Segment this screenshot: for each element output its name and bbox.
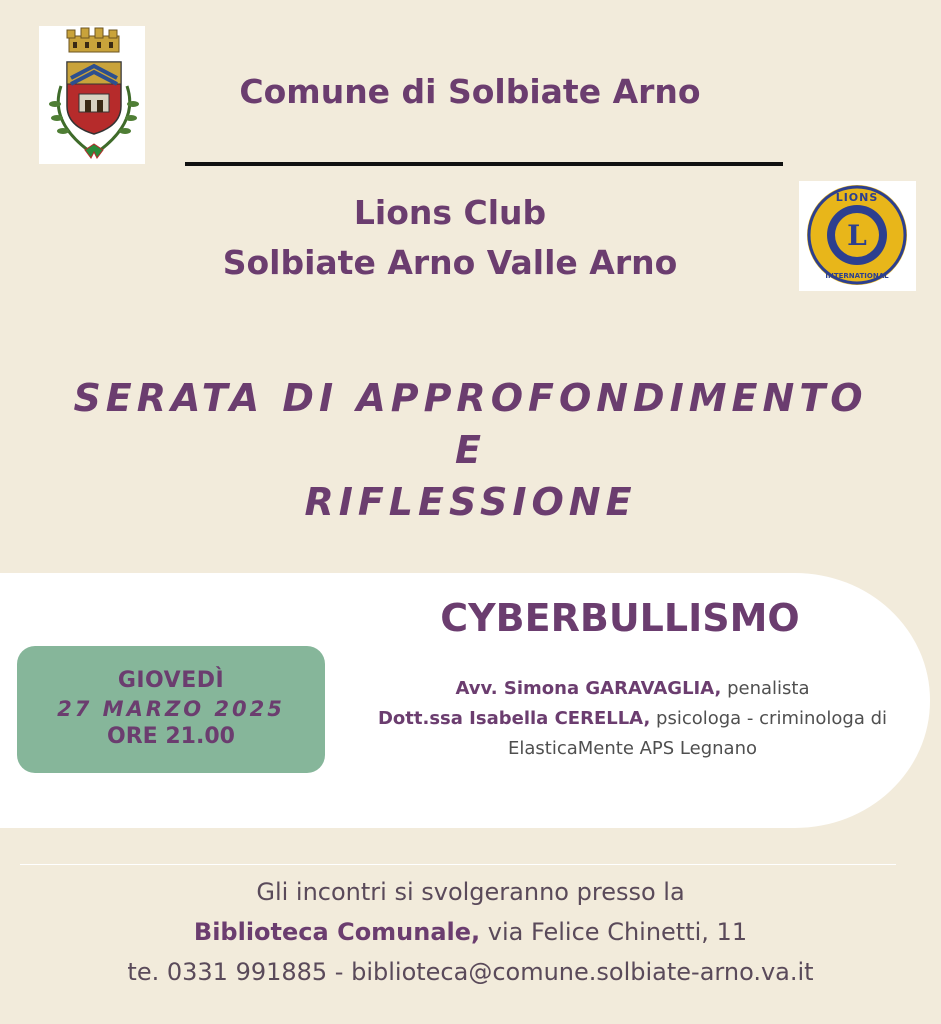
- footer-venue-line: [0, 912, 941, 952]
- svg-text:LIONS: LIONS: [835, 191, 879, 204]
- event-title-line1: SERATA DI APPROFONDIMENTO: [73, 376, 868, 420]
- event-title-line2: E: [455, 428, 486, 472]
- svg-text:INTERNATIONAL: INTERNATIONAL: [825, 272, 889, 280]
- event-day: GIOVEDÌ: [117, 668, 225, 693]
- venue-name: Biblioteca Comunale,: [193, 918, 481, 946]
- divider: [185, 162, 783, 166]
- event-title: [0, 372, 941, 528]
- comune-crest-logo: [39, 26, 145, 164]
- footer-contact: te. 0331 991885 - biblioteca@comune.solbiate-arno.va.it: [127, 958, 814, 986]
- svg-text:L: L: [847, 219, 867, 252]
- event-topic: CYBERBULLISMO: [440, 596, 800, 640]
- footer-divider: [20, 864, 896, 865]
- date-box: [17, 646, 325, 773]
- event-date: 27 MARZO 2025: [57, 697, 285, 721]
- footer-line1: Gli incontri si svolgeranno presso la: [256, 878, 685, 906]
- comune-title: Comune di Solbiate Arno: [239, 72, 701, 111]
- speaker-line: Avv. Simona GARAVAGLIA, penalista: [455, 678, 810, 699]
- speaker-line: ElasticaMente APS Legnano: [507, 738, 758, 759]
- event-time: ORE 21.00: [107, 724, 235, 749]
- speaker-line: Dott.ssa Isabella CERELLA, psicologa - criminologa di: [377, 708, 888, 729]
- footer: [0, 872, 941, 992]
- lions-international-logo: [799, 181, 916, 291]
- speakers-list: [340, 674, 925, 764]
- lions-club-title: [150, 188, 750, 288]
- lions-club-line1: Lions Club: [353, 193, 547, 232]
- venue-address: via Felice Chinetti, 11: [480, 918, 748, 946]
- event-title-line3: RIFLESSIONE: [304, 480, 637, 524]
- lions-club-line2: Solbiate Arno Valle Arno: [222, 243, 678, 282]
